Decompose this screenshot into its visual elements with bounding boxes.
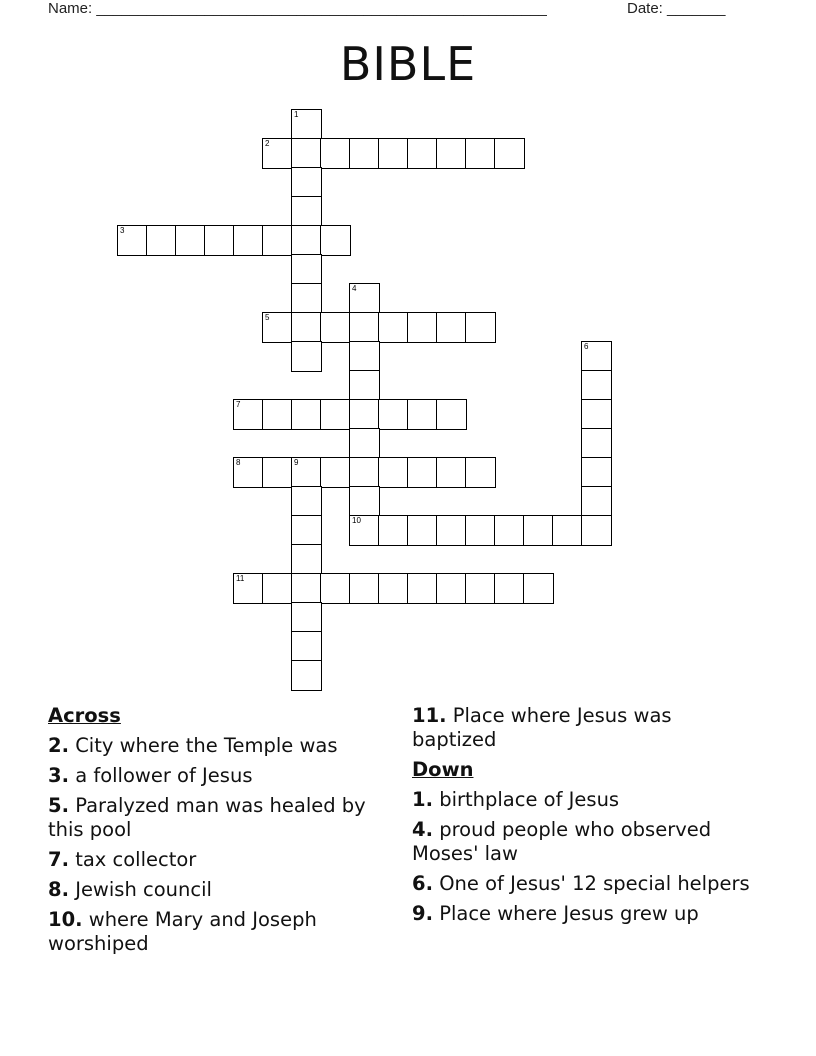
grid-cell[interactable] bbox=[581, 399, 612, 430]
grid-cell[interactable] bbox=[349, 428, 380, 459]
clue-number: 10 bbox=[352, 516, 361, 525]
grid-cell[interactable] bbox=[233, 457, 264, 488]
grid-cell[interactable] bbox=[581, 370, 612, 401]
clues-left-column bbox=[48, 704, 388, 962]
grid-cell[interactable] bbox=[262, 312, 293, 343]
grid-cell[interactable] bbox=[291, 167, 322, 198]
grid-cell[interactable] bbox=[581, 457, 612, 488]
clue-number: 4 bbox=[352, 284, 357, 293]
page-title: BIBLE bbox=[339, 37, 477, 91]
grid-cell[interactable] bbox=[262, 399, 293, 430]
grid-cell[interactable] bbox=[552, 515, 583, 546]
grid-cell[interactable] bbox=[262, 457, 293, 488]
grid-cell[interactable] bbox=[436, 515, 467, 546]
grid-cell[interactable] bbox=[436, 457, 467, 488]
clue-number: 5 bbox=[265, 313, 270, 322]
grid-cell[interactable] bbox=[320, 312, 351, 343]
grid-cell[interactable] bbox=[291, 515, 322, 546]
grid-cell[interactable] bbox=[407, 312, 438, 343]
grid-cell[interactable] bbox=[465, 573, 496, 604]
grid-cell[interactable] bbox=[262, 138, 293, 169]
grid-cell[interactable] bbox=[407, 573, 438, 604]
grid-cell[interactable] bbox=[407, 515, 438, 546]
clue-number: 1 bbox=[294, 110, 299, 119]
grid-cell[interactable] bbox=[494, 138, 525, 169]
grid-cell[interactable] bbox=[291, 544, 322, 575]
grid-cell[interactable] bbox=[349, 283, 380, 314]
clue-down-1: 1. birthplace of Jesus bbox=[412, 788, 620, 811]
clue-across-11: 11. Place where Jesus was baptized bbox=[412, 704, 672, 751]
clue-across-7: 7. tax collector bbox=[48, 848, 197, 871]
grid-cell[interactable] bbox=[378, 138, 409, 169]
grid-cell[interactable] bbox=[349, 515, 380, 546]
date-field[interactable]: Date: _______ bbox=[627, 0, 726, 17]
grid-cell[interactable] bbox=[581, 515, 612, 546]
clue-across-3: 3. a follower of Jesus bbox=[48, 764, 253, 787]
grid-cell[interactable] bbox=[117, 225, 148, 256]
grid-cell[interactable] bbox=[146, 225, 177, 256]
grid-cell[interactable] bbox=[320, 399, 351, 430]
grid-cell[interactable] bbox=[494, 515, 525, 546]
grid-cell[interactable] bbox=[378, 399, 409, 430]
grid-cell[interactable] bbox=[233, 399, 264, 430]
grid-cell[interactable] bbox=[349, 457, 380, 488]
grid-cell[interactable] bbox=[291, 254, 322, 285]
grid-cell[interactable] bbox=[320, 225, 351, 256]
grid-cell[interactable] bbox=[523, 515, 554, 546]
grid-cell[interactable] bbox=[204, 225, 235, 256]
grid-cell[interactable] bbox=[233, 573, 264, 604]
grid-cell[interactable] bbox=[291, 457, 322, 488]
down-heading: Down bbox=[412, 758, 474, 781]
grid-cell[interactable] bbox=[262, 573, 293, 604]
grid-cell[interactable] bbox=[465, 312, 496, 343]
clue-number: 2 bbox=[265, 139, 270, 148]
grid-cell[interactable] bbox=[523, 573, 554, 604]
grid-cell[interactable] bbox=[320, 138, 351, 169]
clue-down-9: 9. Place where Jesus grew up bbox=[412, 902, 699, 925]
grid-cell[interactable] bbox=[436, 138, 467, 169]
clue-across-10: 10. where Mary and Joseph worshiped bbox=[48, 908, 317, 955]
grid-cell[interactable] bbox=[291, 399, 322, 430]
grid-cell[interactable] bbox=[378, 457, 409, 488]
clue-number: 8 bbox=[236, 458, 241, 467]
grid-cell[interactable] bbox=[291, 312, 322, 343]
grid-cell[interactable] bbox=[291, 486, 322, 517]
clue-number: 9 bbox=[294, 458, 299, 467]
clues-right-column bbox=[412, 704, 752, 932]
grid-cell[interactable] bbox=[581, 428, 612, 459]
clue-down-6: 6. One of Jesus' 12 special helpers bbox=[412, 872, 750, 895]
grid-cell[interactable] bbox=[320, 573, 351, 604]
clue-down-4: 4. proud people who observed Moses' law bbox=[412, 818, 712, 865]
across-heading: Across bbox=[48, 704, 121, 727]
grid-cell[interactable] bbox=[291, 660, 322, 691]
grid-cell[interactable] bbox=[349, 138, 380, 169]
grid-cell[interactable] bbox=[349, 573, 380, 604]
grid-cell[interactable] bbox=[175, 225, 206, 256]
clue-across-5: 5. Paralyzed man was healed by this pool bbox=[48, 794, 366, 841]
grid-cell[interactable] bbox=[291, 109, 322, 140]
name-field[interactable]: Name: ______________________________________________________ bbox=[48, 0, 547, 17]
grid-cell[interactable] bbox=[291, 341, 322, 372]
clue-number: 6 bbox=[584, 342, 589, 351]
grid-cell[interactable] bbox=[349, 486, 380, 517]
clue-across-8: 8. Jewish council bbox=[48, 878, 212, 901]
grid-cell[interactable] bbox=[436, 573, 467, 604]
grid-cell[interactable] bbox=[349, 341, 380, 372]
clue-number: 7 bbox=[236, 400, 241, 409]
grid-cell[interactable] bbox=[262, 225, 293, 256]
grid-cell[interactable] bbox=[291, 602, 322, 633]
grid-cell[interactable] bbox=[378, 515, 409, 546]
grid-cell[interactable] bbox=[378, 573, 409, 604]
grid-cell[interactable] bbox=[581, 341, 612, 372]
grid-cell[interactable] bbox=[494, 573, 525, 604]
grid-cell[interactable] bbox=[320, 457, 351, 488]
grid-cell[interactable] bbox=[407, 138, 438, 169]
grid-cell[interactable] bbox=[291, 225, 322, 256]
grid-cell[interactable] bbox=[291, 631, 322, 662]
grid-cell[interactable] bbox=[291, 196, 322, 227]
grid-cell[interactable] bbox=[465, 138, 496, 169]
clue-number: 11 bbox=[236, 574, 245, 583]
grid-cell[interactable] bbox=[465, 457, 496, 488]
grid-cell[interactable] bbox=[349, 312, 380, 343]
grid-cell[interactable] bbox=[233, 225, 264, 256]
clue-across-2: 2. City where the Temple was bbox=[48, 734, 338, 757]
grid-cell[interactable] bbox=[349, 370, 380, 401]
grid-cell[interactable] bbox=[407, 457, 438, 488]
grid-cell[interactable] bbox=[581, 486, 612, 517]
clue-number: 3 bbox=[120, 226, 125, 235]
grid-cell[interactable] bbox=[465, 515, 496, 546]
grid-cell[interactable] bbox=[436, 399, 467, 430]
grid-cell[interactable] bbox=[407, 399, 438, 430]
grid-cell[interactable] bbox=[291, 573, 322, 604]
grid-cell[interactable] bbox=[291, 138, 322, 169]
grid-cell[interactable] bbox=[291, 283, 322, 314]
grid-cell[interactable] bbox=[378, 312, 409, 343]
grid-cell[interactable] bbox=[349, 399, 380, 430]
grid-cell[interactable] bbox=[436, 312, 467, 343]
